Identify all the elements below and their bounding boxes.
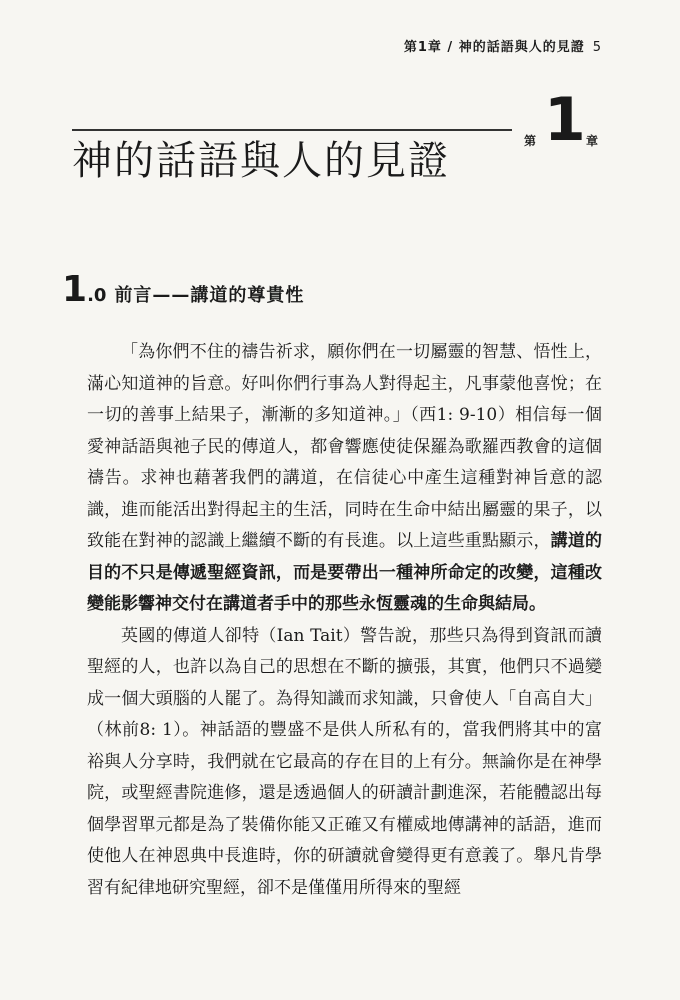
paragraph-emphasis: 講道的目的不只是傳遞聖經資訊，而是要帶出一種神所命定的改變，這種改變能影響神交付在講道者手中的那些永恆靈魂的生命與結局。 bbox=[87, 531, 603, 614]
section-number-minor: .0 bbox=[87, 285, 107, 306]
chapter-label-suffix: 章 bbox=[586, 134, 599, 148]
chapter-number: 1 bbox=[544, 85, 586, 155]
chapter-title-rule bbox=[72, 129, 512, 131]
chapter-title: 神的話語與人的見證 bbox=[72, 138, 450, 184]
section-heading bbox=[62, 269, 305, 310]
chapter-label bbox=[524, 85, 624, 162]
paragraph bbox=[87, 621, 602, 905]
page-number: 5 bbox=[592, 40, 602, 55]
body-text bbox=[87, 337, 602, 904]
paragraph bbox=[87, 337, 602, 621]
running-head-chapter: 第1章 / 神的話語與人的見證 bbox=[403, 40, 585, 55]
chapter-label-prefix: 第 bbox=[524, 134, 537, 148]
section-number-major: 1 bbox=[62, 269, 88, 310]
paragraph-text: 「為你們不住的禱告祈求，願你們在一切屬靈的智慧、悟性上，滿心知道神的旨意。好叫你們行事為人對得起主，凡事蒙他喜悅；在一切的善事上結果子，漸漸的多知道神。」（西1: 9-10）相信每一個愛神話語與祂子民的傳道人，都會響應使徒保羅為歌羅西教會的這個禱告。求神也藉著我們的講道，在信徒心中產生這種對神旨意的認識，進而能活出對得起主的生活，同時在生命中結出屬靈的果子，以致能在對神的認識上繼續不斷的有長進。以上這些重點顯示， bbox=[87, 342, 602, 551]
section-title: 前言——講道的尊貴性 bbox=[114, 285, 305, 306]
paragraph-text: 英國的傳道人卻特（Ian Tait）警告說，那些只為得到資訊而讀聖經的人，也許以為自己的思想在不斷的擴張，其實，他們只不過變成一個大頭腦的人罷了。為得知識而求知識，只會使人「自高自大」（林前8: 1）。神話語的豐盛不是供人所私有的，當我們將其中的富裕與人分享時，我們就在它最高的存在目的上有分。無論你是在神學院，或聖經書院進修，還是透過個人的研讀計劃進深，若能體認出每個學習單元都是為了裝備你能又正確又有權威地傳講神的話語，進而使他人在神恩典中長進時，你的研讀就會變得更有意義了。舉凡肯學習有紀律地研究聖經，卻不是僅僅用所得來的聖經 bbox=[87, 625, 602, 898]
running-head bbox=[404, 36, 602, 55]
